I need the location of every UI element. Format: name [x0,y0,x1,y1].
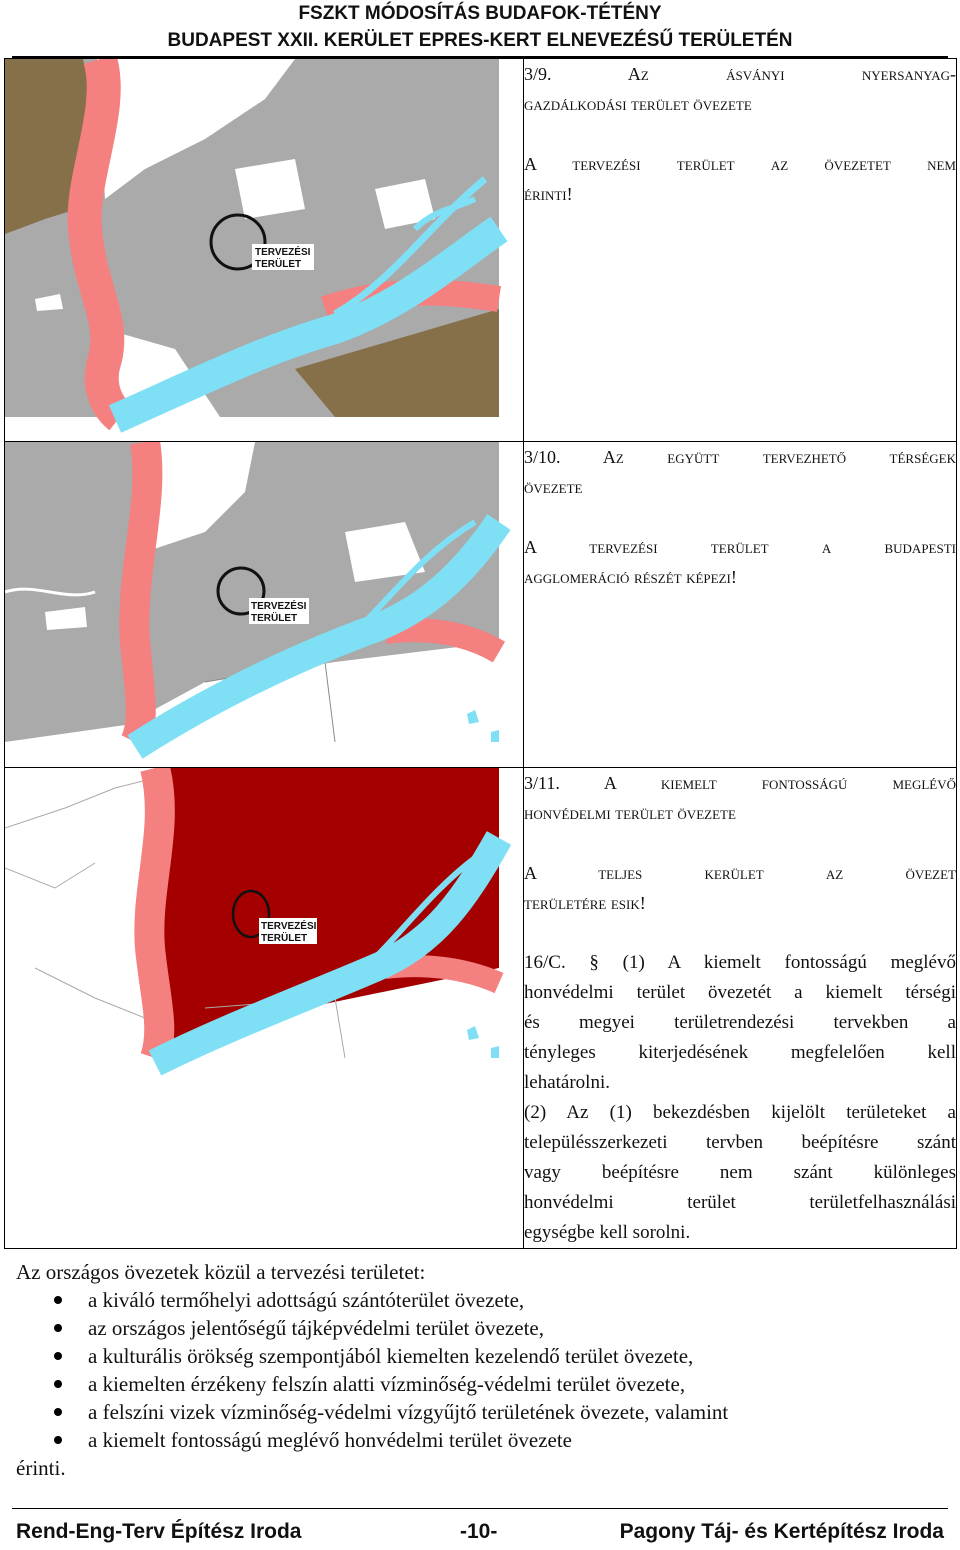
footer-divider [12,1508,948,1509]
section-note-line-2: agglomeráció részét képezi! [524,567,737,587]
closing-text: érinti. [16,1456,66,1480]
list-item: a felszíni vizek vízminőség-védelmi vízgyűjtő területének övezete, valamint [54,1398,728,1426]
map-mineral-zone [5,59,523,441]
text-cell-3-11 [524,768,957,1249]
map-label-line-1: TERVEZÉSI [255,247,311,258]
bullet-icon [54,1436,62,1444]
regulation-line: honvédelmi terület területfelhasználási [524,1192,956,1213]
zone-row-3-11 [5,768,957,1249]
section-note-line-1: A teljes kerület az övezet [524,863,956,883]
text-cell-3-9 [524,59,957,442]
header-line-1: FSZKT MÓDOSÍTÁS BUDAFOK-TÉTÉNY [298,3,662,24]
regulation-line: lehatárolni. [524,1072,610,1093]
map-cell-3-10 [5,442,524,768]
header-line-2: BUDAPEST XXII. KERÜLET EPRES-KERT ELNEVEZÉSŰ TERÜLETÉN [167,30,793,51]
map-label-line-1: TERVEZÉSI [261,921,317,932]
section-note-line-1: A tervezési terület az övezetet nem [524,154,956,174]
regulation-line: honvédelmi terület övezetét a kiemelt térségi [524,982,956,1003]
map-label-line-2: TERÜLET [261,933,308,944]
bullet-icon [54,1408,62,1416]
zone-bullet-list [54,1286,728,1454]
bullet-icon [54,1352,62,1360]
regulation-line: egységbe kell sorolni. [524,1222,691,1243]
map-label-line-1: TERVEZÉSI [251,601,307,612]
page-header [0,0,960,54]
bullet-icon [54,1296,62,1304]
map-label-line-2: TERÜLET [251,613,298,624]
regulation-line: és megyei területrendezési tervekben a [524,1012,956,1033]
regulation-line: (2) Az (1) bekezdésben kijelölt területeket a [524,1102,956,1123]
zone-row-3-10 [5,442,957,768]
list-item: az országos jelentőségű tájképvédelmi terület övezete, [54,1314,728,1342]
footer-page-number: -10- [460,1520,498,1543]
regulation-line: tényleges kiterjedésének megfelelően kell [524,1042,956,1063]
regulation-line: 16/C. § (1) A kiemelt fontosságú meglévő [524,952,956,973]
bullet-icon [54,1324,62,1332]
map-cell-3-11 [5,768,524,1249]
map-agglomeration-zone [5,442,523,767]
section-title-line-1: 3/9. Az ásványi nyersanyag- [524,64,956,84]
zone-table [4,58,957,1249]
section-title-line-1: 3/11. A kiemelt fontosságú meglévő [524,773,956,793]
list-item: a kiváló termőhelyi adottságú szántóterület övezete, [54,1286,728,1314]
section-title-line-2: gazdálkodási terület övezete [524,94,752,114]
section-title-line-1: 3/10. Az együtt tervezhető térségek [524,447,956,467]
section-title-line-2: honvédelmi terület övezete [524,803,736,823]
map-label-line-2: TERÜLET [255,259,302,270]
map-defence-zone [5,768,523,1244]
regulation-paragraph [524,948,956,1248]
text-cell-3-10 [524,442,957,768]
footer-right: Pagony Táj- és Kertépítész Iroda [619,1520,944,1543]
section-note-line-1: A tervezési terület a budapesti [524,537,956,557]
map-cell-3-9 [5,59,524,442]
bullet-icon [54,1380,62,1388]
list-item: a kiemelten érzékeny felszín alatti vízminőség-védelmi terület övezete, [54,1370,728,1398]
section-note-line-2: érinti! [524,184,573,204]
section-note-line-2: területére esik! [524,893,646,913]
section-title-line-2: övezete [524,477,583,497]
list-item: a kulturális örökség szempontjából kiemelten kezelendő terület övezete, [54,1342,728,1370]
zone-row-3-9 [5,59,957,442]
footer-left: Rend-Eng-Terv Építész Iroda [16,1520,302,1543]
intro-text: Az országos övezetek közül a tervezési területet: [16,1260,426,1284]
list-item: a kiemelt fontosságú meglévő honvédelmi terület övezete [54,1426,728,1454]
regulation-line: településszerkezeti tervben beépítésre szánt [524,1132,956,1153]
regulation-line: vagy beépítésre nem szánt különleges [524,1162,956,1183]
